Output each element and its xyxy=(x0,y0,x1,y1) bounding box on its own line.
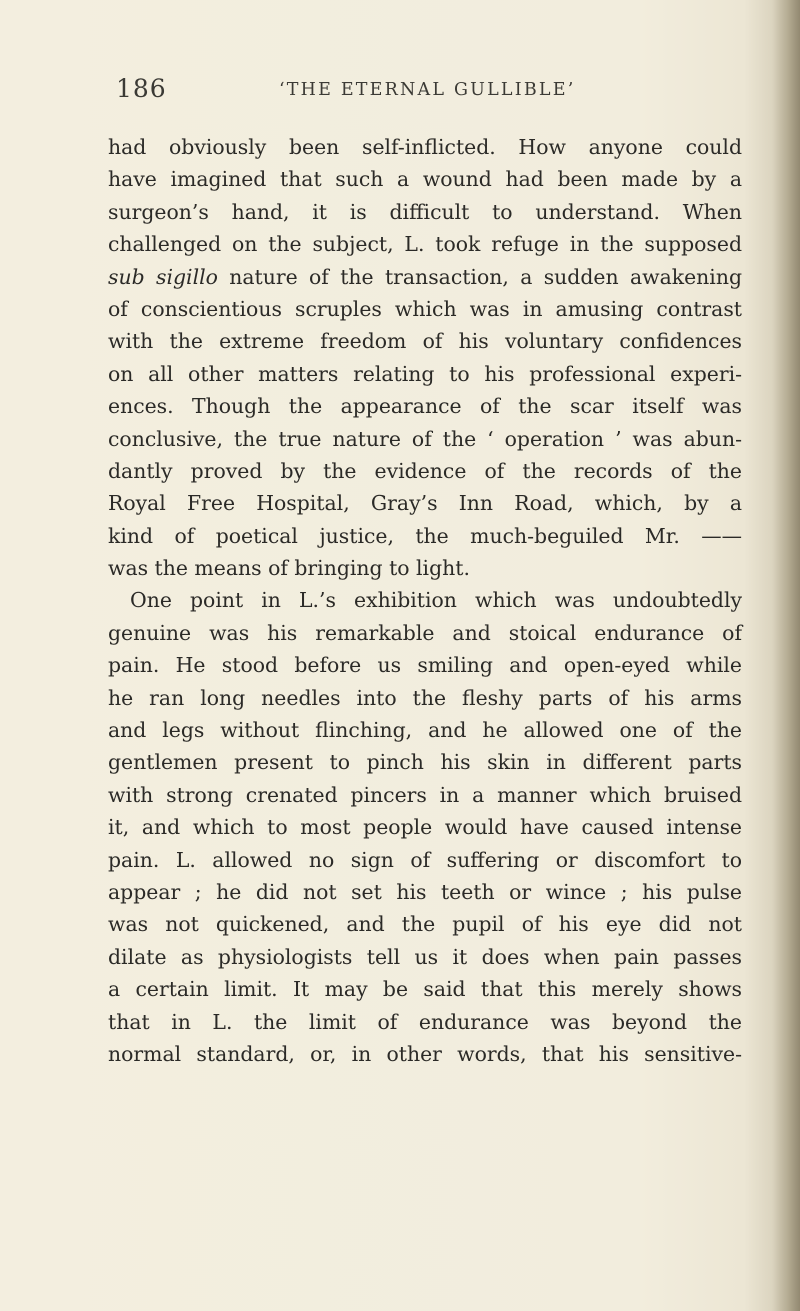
text-line xyxy=(108,1006,742,1038)
text-line xyxy=(108,973,742,1005)
text-segment: surgeon’s hand, it is difficult to understand. When xyxy=(108,199,742,224)
text-segment: that in L. the limit of endurance was beyond the xyxy=(108,1009,742,1034)
text-segment: with the extreme freedom of his voluntary confidences xyxy=(108,329,742,354)
text-segment: nature of the transaction, a sudden awakening xyxy=(217,264,742,289)
text-line xyxy=(108,131,742,163)
text-line xyxy=(108,908,742,940)
text-line xyxy=(108,746,742,778)
page-edge-shadow xyxy=(772,0,800,1311)
body-text xyxy=(108,131,742,1070)
text-segment: gentlemen present to pinch his skin in different parts xyxy=(108,750,742,775)
text-segment: normal standard, or, in other words, that his sensitive- xyxy=(108,1041,742,1066)
text-line xyxy=(108,520,742,552)
text-segment: appear ; he did not set his teeth or wince ; his pulse xyxy=(108,879,742,904)
text-line xyxy=(108,293,742,325)
text-line xyxy=(108,844,742,876)
text-segment: challenged on the subject, L. took refuge in the supposed xyxy=(108,232,742,257)
text-segment: of conscientious scruples which was in amusing contrast xyxy=(108,296,742,321)
text-segment: kind of poetical justice, the much-beguiled Mr. —— xyxy=(108,523,742,548)
text-segment: and legs without flinching, and he allowed one of the xyxy=(108,718,742,743)
text-line xyxy=(108,163,742,195)
text-segment: he ran long needles into the fleshy parts of his arms xyxy=(108,685,742,710)
running-title: ‘THE ETERNAL GULLIBLE’ xyxy=(279,80,576,100)
text-segment: on all other matters relating to his professional experi- xyxy=(108,361,742,386)
text-line xyxy=(108,455,742,487)
text-segment: it, and which to most people would have caused intense xyxy=(108,815,742,840)
text-segment: was not quickened, and the pupil of his eye did not xyxy=(108,912,742,937)
text-line xyxy=(108,325,742,357)
text-line xyxy=(108,1038,742,1070)
text-line xyxy=(108,811,742,843)
text-segment: had obviously been self-inflicted. How anyone could xyxy=(108,135,742,159)
text-segment: dilate as physiologists tell us it does when pain passes xyxy=(108,944,742,969)
page-number: 186 xyxy=(116,74,167,103)
text-line xyxy=(108,779,742,811)
running-head xyxy=(116,74,706,104)
text-segment: a certain limit. It may be said that this merely shows xyxy=(108,977,742,1002)
text-segment: pain. L. allowed no sign of suffering or discomfort to xyxy=(108,847,742,872)
text-line xyxy=(108,228,742,260)
text-segment: ences. Though the appearance of the scar itself was xyxy=(108,394,742,419)
text-line xyxy=(108,423,742,455)
text-line xyxy=(108,617,742,649)
text-line xyxy=(108,390,742,422)
text-segment: One point in L.’s exhibition which was undoubtedly xyxy=(130,588,742,613)
text-line xyxy=(108,552,742,584)
text-line xyxy=(108,487,742,519)
text-line xyxy=(108,876,742,908)
text-segment: conclusive, the true nature of the ‘ operation ’ was abun- xyxy=(108,426,742,451)
text-line xyxy=(108,682,742,714)
text-segment: pain. He stood before us smiling and open-eyed while xyxy=(108,653,742,678)
text-line xyxy=(108,358,742,390)
text-segment: was the means of bringing to light. xyxy=(108,556,470,581)
text-line xyxy=(108,196,742,228)
text-segment: genuine was his remarkable and stoical endurance of xyxy=(108,620,742,645)
text-line xyxy=(108,584,742,616)
text-segment: with strong crenated pincers in a manner which bruised xyxy=(108,782,742,807)
text-line xyxy=(108,714,742,746)
text-segment: have imagined that such a wound had been made by a xyxy=(108,167,742,192)
text-segment: dantly proved by the evidence of the records of the xyxy=(108,458,742,483)
text-line xyxy=(108,261,742,293)
text-line xyxy=(108,941,742,973)
text-line xyxy=(108,649,742,681)
italic-phrase: sub sigillo xyxy=(108,264,218,289)
text-segment: Royal Free Hospital, Gray’s Inn Road, which, by a xyxy=(108,491,742,516)
